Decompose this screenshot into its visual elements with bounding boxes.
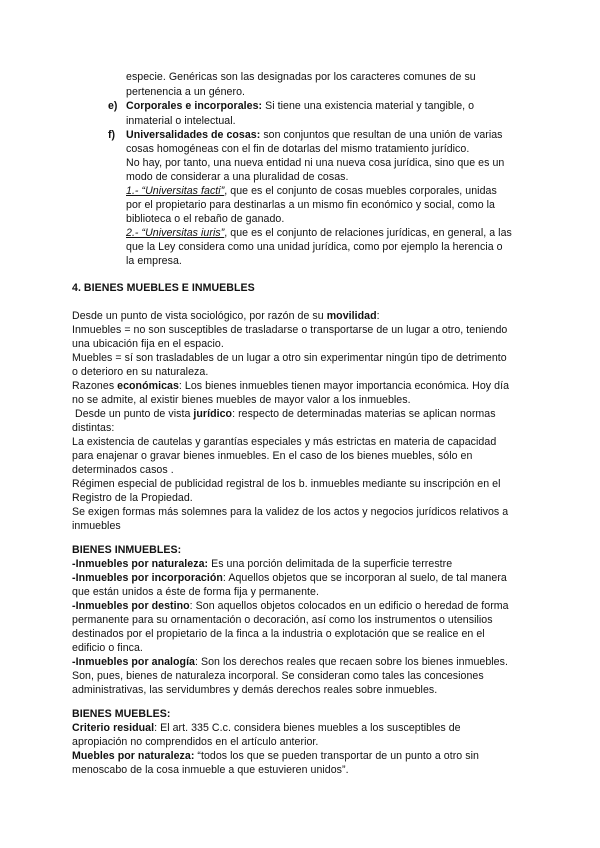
list-marker-f: f) [108,129,116,141]
item-f-sub1-line-3: biblioteca o el rebaño de ganado. [126,213,285,225]
inmuebles-destino-line-1 [72,600,509,613]
universitas-facti-text: , que es el conjunto de cosas muebles corporales, unidas [224,185,497,197]
item-f-sub2-line-2: que la Ley considera como una unidad jurídica, como por ejemplo la herencia o [126,241,503,253]
razones-line-2: no se admite, al existir bienes muebles de mayor valor a los inmuebles. [72,394,411,406]
razones-pre: Razones [72,380,118,392]
muebles-naturaleza-line-2: menoscabo de la cosa inmueble a que estuvieren unidos”. [72,764,349,776]
intro-bold: movilidad [326,310,377,322]
item-f-line-4: modo de considerar a una pluralidad de cosas. [126,171,349,183]
muebles-naturaleza-line-1 [72,750,479,763]
intro-colon: : [376,310,380,322]
item-f-text: son conjuntos que resultan de una unión de varias [260,129,503,141]
item-f-sub1-line-2: por el propietario para destinarlas a un mismo fin económico y social, como la [126,199,495,211]
bienes-muebles-heading: BIENES MUEBLES: [72,708,171,720]
inmuebles-naturaleza-line [72,558,452,571]
registro-line-2: Registro de la Propiedad. [72,492,193,504]
muebles-residual-text: : El art. 335 C.c. considera bienes muebles a los susceptibles de [154,722,461,734]
list-marker-e: e) [108,100,118,112]
inmuebles-incorporacion-term: -Inmuebles por incorporación [72,572,223,584]
juridico-bold: jurídico [193,408,233,420]
universitas-facti-label: 1.- “Universitas facti” [126,185,225,197]
juridico-text: : respecto de determinadas materias se aplican normas [232,408,496,420]
section-4-intro [72,310,380,323]
muebles-def-line-2: o deterioro en su naturaleza. [72,366,209,378]
muebles-residual-line-1 [72,722,461,735]
intro-text: Desde un punto de vista sociológico, por razón de su [72,310,327,322]
inmuebles-analogia-line-1 [72,656,508,669]
muebles-residual-line-2: apropiación no comprendidos en el artículo anterior. [72,736,319,748]
section-4-heading: 4. BIENES MUEBLES E INMUEBLES [72,282,255,294]
muebles-def-line-1: Muebles = sí son trasladables de un lugar a otro sin experimentar ningún tipo de detrimento [72,352,507,364]
inmuebles-incorporacion-line-1 [72,572,507,585]
universitas-iuris-text: , que es el conjunto de relaciones jurídicas, en general, a las [224,227,512,239]
inmuebles-def-line-1: Inmuebles = no son susceptibles de trasladarse o transportarse de un lugar a otro, teniendo [72,324,508,336]
cautelas-line-3: determinados casos . [72,464,174,476]
muebles-naturaleza-text: “todos los que se pueden transportar de un punto a otro sin [194,750,479,762]
item-f-sub2-line-3: la empresa. [126,255,182,267]
inmuebles-naturaleza-term: -Inmuebles por naturaleza: [72,558,209,570]
item-e-line-1 [126,100,474,113]
cautelas-line-2: para enajenar o gravar bienes inmuebles. En el caso de los bienes muebles, sólo en [72,450,473,462]
item-e-term: Corporales e incorporales: [126,100,263,112]
item-f-term: Universalidades de cosas: [126,129,261,141]
razones-bold: económicas [117,380,179,392]
inmuebles-def-line-2: una ubicación fija en el espacio. [72,338,224,350]
inmuebles-analogia-line-3: administrativas, las servidumbres y demás derechos reales sobre inmuebles. [72,684,438,696]
item-f-line-2: cosas homogéneas con el fin de dotarlas del mismo tratamiento jurídico. [126,143,470,155]
inmuebles-analogia-term: -Inmuebles por analogía [72,656,195,668]
item-f-sub2-line-1 [126,227,512,240]
cautelas-line-1: La existencia de cautelas y garantías especiales y más estrictas en materia de capacidad [72,436,497,448]
inmuebles-destino-line-3: destinados por el propietario de la finca a la industria o explotación que se realice en el [72,628,485,640]
muebles-residual-term: Criterio residual [72,722,155,734]
formas-line-2: inmuebles [72,520,121,532]
muebles-naturaleza-term: Muebles por naturaleza: [72,750,195,762]
item-f-line-1 [126,129,503,142]
registro-line-1: Régimen especial de publicidad registral de los b. inmuebles mediante su inscripción en el [72,478,501,490]
universitas-iuris-label: 2.- “Universitas iuris” [126,227,225,239]
item-f-sub1-line-1 [126,185,497,198]
inmuebles-destino-term: -Inmuebles por destino [72,600,190,612]
razones-text: : Los bienes inmuebles tienen mayor importancia económica. Hoy día [178,380,510,392]
bienes-inmuebles-heading: BIENES INMUEBLES: [72,544,182,556]
inmuebles-analogia-line-2: Son, pues, bienes de naturaleza incorporal. Se consideran como tales las concesiones [72,670,484,682]
inmuebles-destino-text: : Son aquellos objetos colocados en un edificio o heredad de forma [189,600,509,612]
item-f-line-3: No hay, por tanto, una nueva entidad ni una nueva cosa jurídica, sino que es un [126,157,505,169]
item-d-cont-line-1: especie. Genéricas son las designadas por los caracteres comunes de su [126,71,476,83]
inmuebles-incorporacion-line-2: que están unidos a éste de forma fija y permanente. [72,586,319,598]
inmuebles-incorporacion-text: : Aquellos objetos que se incorporan al suelo, de tal manera [222,572,507,584]
juridico-line-2: distintas: [72,422,115,434]
inmuebles-destino-line-2: permanente para su ornamentación o decoración, así como los instrumentos o utensilios [72,614,493,626]
item-e-line-2: inmaterial o intelectual. [126,115,236,127]
formas-line-1: Se exigen formas más solemnes para la validez de los actos y negocios jurídicos relativos a [72,506,509,518]
item-d-cont-line-2: pertenencia a un género. [126,86,245,98]
item-e-text: Si tiene una existencia material y tangible, o [262,100,475,112]
inmuebles-naturaleza-text: Es una porción delimitada de la superficie terrestre [208,558,453,570]
inmuebles-destino-line-4: edificio o finca. [72,642,143,654]
inmuebles-analogia-text: : Son los derechos reales que recaen sobre los bienes inmuebles. [195,656,508,668]
juridico-line-1 [72,408,496,421]
juridico-pre: Desde un punto de vista [72,408,194,420]
razones-line-1 [72,380,509,393]
